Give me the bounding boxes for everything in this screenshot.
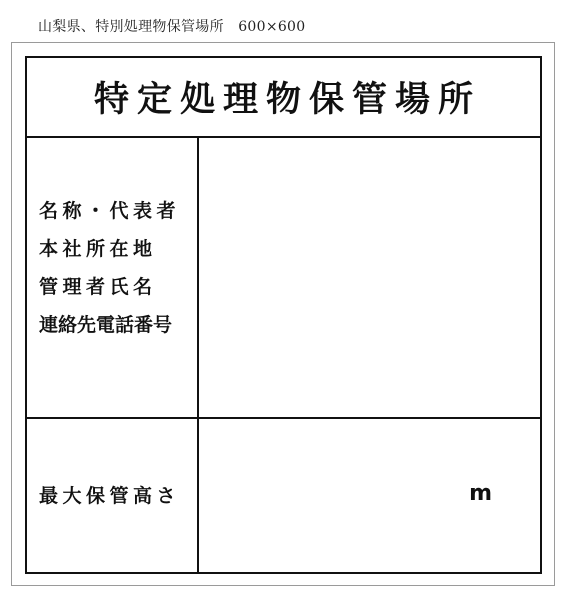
label-contact-phone: 連絡先電話番号 (39, 313, 173, 336)
label-max-storage-height: 最大保管高さ (39, 484, 181, 507)
label-manager-name: 管理者氏名 (39, 275, 157, 298)
sign-title: 特定処理物保管場所 (93, 80, 481, 120)
sign-title-row (27, 58, 540, 138)
label-name-representative: 名称・代表者 (39, 199, 181, 222)
info-label-cell (27, 138, 199, 419)
height-label-cell (27, 419, 199, 572)
label-head-office-address: 本社所在地 (39, 237, 157, 260)
product-caption: 山梨県、特別処理物保管場所 600×600 (38, 19, 306, 35)
height-unit: m (469, 481, 492, 506)
info-value-cell (199, 138, 540, 419)
sign-board (25, 56, 542, 574)
height-value-cell (199, 419, 540, 572)
